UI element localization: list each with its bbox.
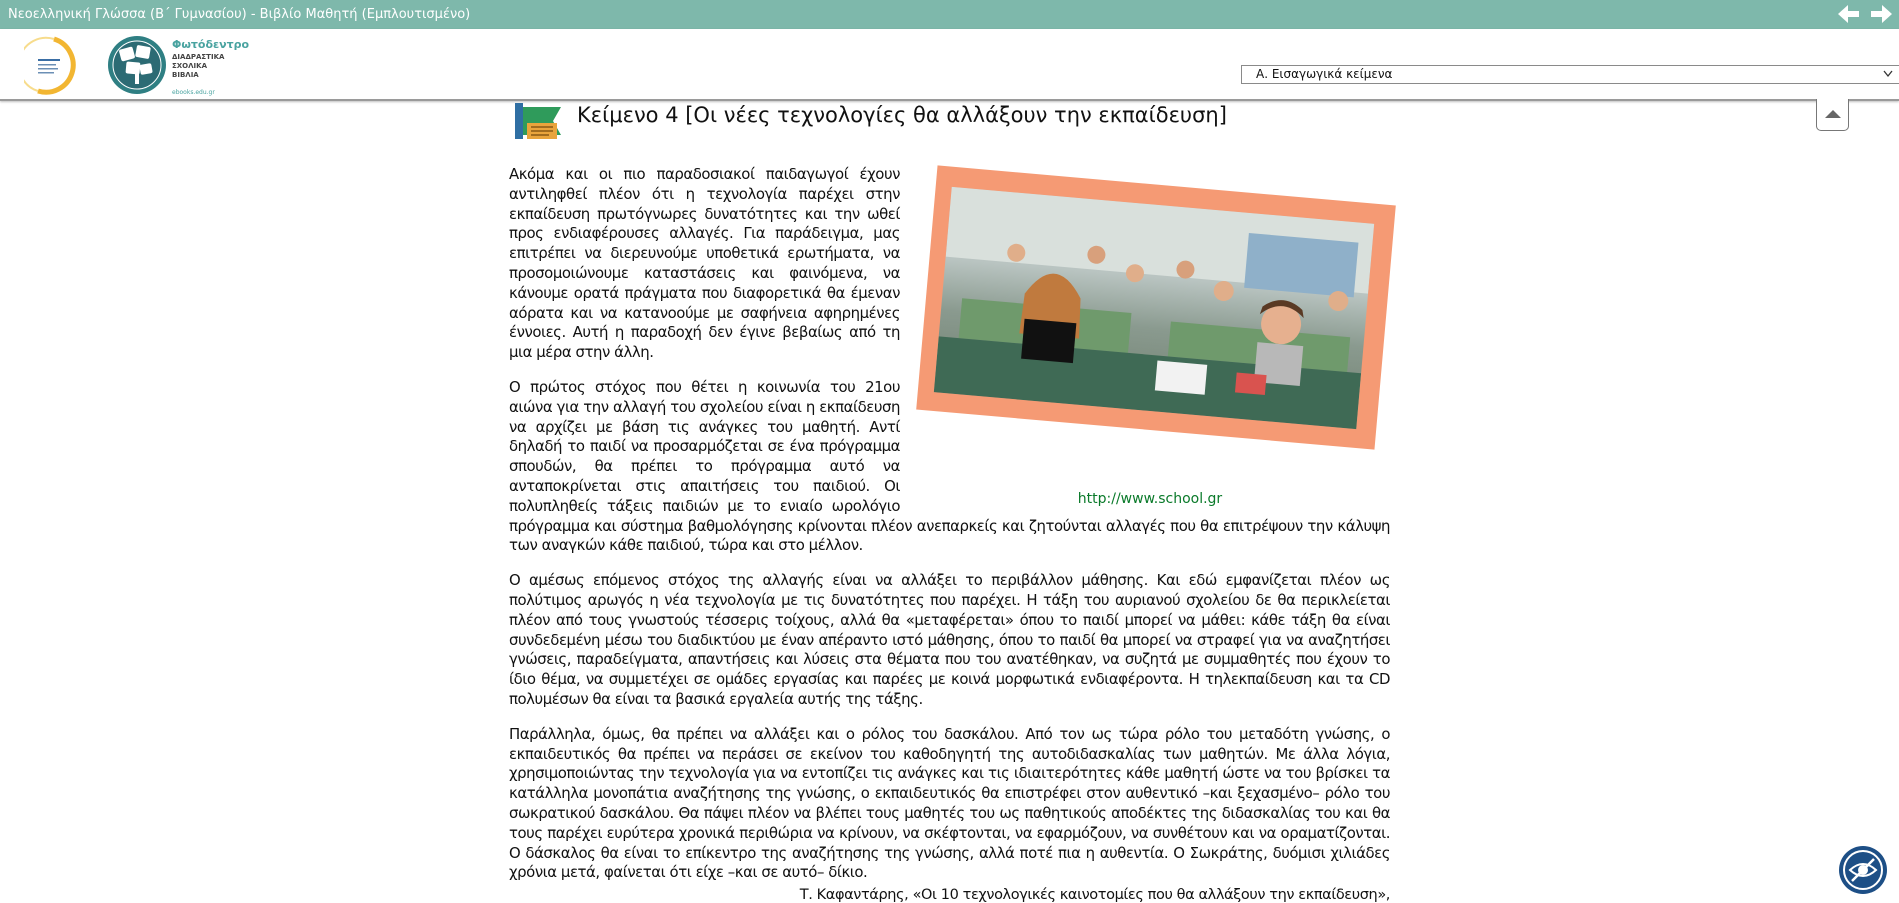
figure-caption[interactable]: http://www.school.gr [1077,491,1223,507]
photodentro-name: Φωτόδεντρο [172,38,250,51]
section-select[interactable] [1241,65,1899,84]
previous-page-arrow-icon[interactable] [1837,2,1861,26]
ministry-logo[interactable] [24,33,84,99]
article-paragraph-1: Ακόμα και οι πιο παραδοσιακοί παιδαγωγοί έχουν αντιληφθεί πλέον ότι η τεχνολογία παρέχει στην εκπαίδευση πρωτόγνωρες δυνατότητες και την ωθεί προς ενδιαφέρουσες αλλαγές. Για παράδειγμα, μας επιτρέπει να διερευνούμε υποθετικά ερωτήματα, να προσομοιώνουμε καταστάσεις και φαινόμενα, να κάνουμε ορατά πράγματα που διαφορετικά θα έμεναν αόρατα και να κατανοούμε με σαφήνεια αφηρημένες έννοιες. Αυτή η παραδοχή δεν έγινε βεβαίως από τη μια μέρα στην άλλη. [509,165,900,362]
article-paragraph-3: Ο αμέσως επόμενος στόχος της αλλαγής είναι να αλλάξει το περιβάλλον μάθησης. Και εδώ εμφανίζεται πλέον ως πολύτιμος αρωγός η νέα τεχνολογία με τις δυνατότητες που παρέχει. Η τάξη του αυριανού σχολείου δε θα περικλείεται πλέον από τους γνωστούς τέσσερις τοίχους, αλλά θα «μεταφέρεται» όπου το παιδί μπορεί να μάθει: κάθε τάξη θα είναι συνδεδεμένη μέσω του διαδικτύου με έναν απέραντο ιστό μάθησης, όπου το παιδί θα μπορεί να στραφεί για να αναζητήσει γνώσεις, παραδείγματα, απαντήσεις και λύσεις στα θέματα που του ανατέθηκαν, να συζητά με συμμαθητές που έχουν το ίδιο θέμα, να συμμετέχει σε ομάδες εργασίας και παρέες με κοινά μορφωτικά ενδιαφέροντα. Η τηλεκπαίδευση και τα CD πολυμέσων θα είναι τα βασικά εργαλεία αυτής της τάξης. [509,571,1390,708]
photodentro-line-2: ΣΧΟΛΙΚΑ [172,62,207,70]
photodentro-logo[interactable] [106,34,250,96]
article-paragraph-4: Παράλληλα, όμως, θα πρέπει να αλλάξει και ο ρόλος του δασκάλου. Από τον ως τώρα ρόλο του μεταδότη γνώσης, ο εκπαιδευτικός θα πρέπει να περάσει σε εκείνον του καθοδηγητή της αυτοδιδασκαλίας των μαθητών. Με άλλα λόγια, χρησιμοποιώντας την τεχνολογία για να εντοπίζει τις ανάγκες και τις ιδιαιτερότητες κάθε μαθητή ώστε να του βρίσκει τα κατάλληλα μονοπάτια αναζήτησης της γνώσης, ο εκπαιδευτικός θα επιστρέφει στον αυθεντικό –και ξεχασμένο– ρόλο του σωκρατικού δασκάλου. Θα πάψει πλέον να βλέπει τους μαθητές του ως παθητικούς αποδέκτες της διδασκαλίας του και θα τους παρέχει ευρύτερα χρονικά περιθώρια να κρίνουν, να σκέφτονται, να εφαρμόζουν, να συνθέτουν και να οραματίζονται. Ο δάσκαλος θα είναι το επίκεντρο της αναζήτησης της γνώσης, αλλά ποτέ πια η αυθεντία. Ο Σωκράτης, δυόμισι χιλιάδες χρόνια μετά, φαίνεται ότι είχε –και σε αυτό– δίκιο. [509,724,1390,882]
classroom-photo[interactable] [934,187,1374,429]
chevron-down-icon [1883,70,1893,78]
collapse-header-button[interactable] [1816,99,1849,131]
photodentro-subtitle [172,53,224,80]
article-source: Τ. Καφαντάρης, «Οι 10 τεχνολογικές καινοτομίες που θα αλλάξουν την εκπαίδευση», [799,887,1390,903]
accessibility-toggle-button[interactable] [1838,845,1888,895]
chevron-up-icon [1824,109,1842,119]
photodentro-line-3: ΒΙΒΛΙΑ [172,71,199,79]
page-navigation [1837,2,1893,26]
article-figure [910,165,1390,505]
next-page-arrow-icon[interactable] [1869,2,1893,26]
section-select-value: Α. Εισαγωγικά κείμενα [1256,67,1393,81]
window-title-bar [0,0,1899,29]
photodentro-line-1: ΔΙΑΔΡΑΣΤΙΚΑ [172,53,225,61]
window-title: Νεοελληνική Γλώσσα (Β΄ Γυμνασίου) - Βιβλίο Μαθητή (Εμπλουτισμένο) [8,7,471,22]
article-paragraph-2: Ο πρώτος στόχος που θέτει η κοινωνία του 21ου αιώνα για την αλλαγή του σχολείου είναι η εκπαίδευση να αρχίζει με βάση τις ανάγκες του μαθητή. Αντί δηλαδή το παιδί να προσαρμόζεται σε ένα πρόγραμμα σπουδών, θα πρέπει το πρόγραμμα αυτό να ανταποκρίνεται στις απαιτήσεις του παιδιού. Οι πολυπληθείς τάξεις παιδιών με το ενιαίο ωρολόγιο πρόγραμμα και σύστημα βαθμολόγησης κρίνονται πλέον ανεπαρκείς και ζητούνται αλλαγές που θα επιτρέψουν την κάλυψη των αναγκών κάθε παιδιού, τώρα και στο μέλλον. [509,377,1390,555]
photodentro-url: ebooks.edu.gr [172,89,215,96]
article-title: Κείμενο 4 [Οι νέες τεχνολογίες θα αλλάξουν την εκπαίδευση] [577,103,1227,127]
photodentro-tree-icon [106,34,168,96]
book-flag-icon [513,101,569,141]
header [0,29,1899,101]
article-body [509,165,1390,898]
classroom-scene [934,187,1374,429]
